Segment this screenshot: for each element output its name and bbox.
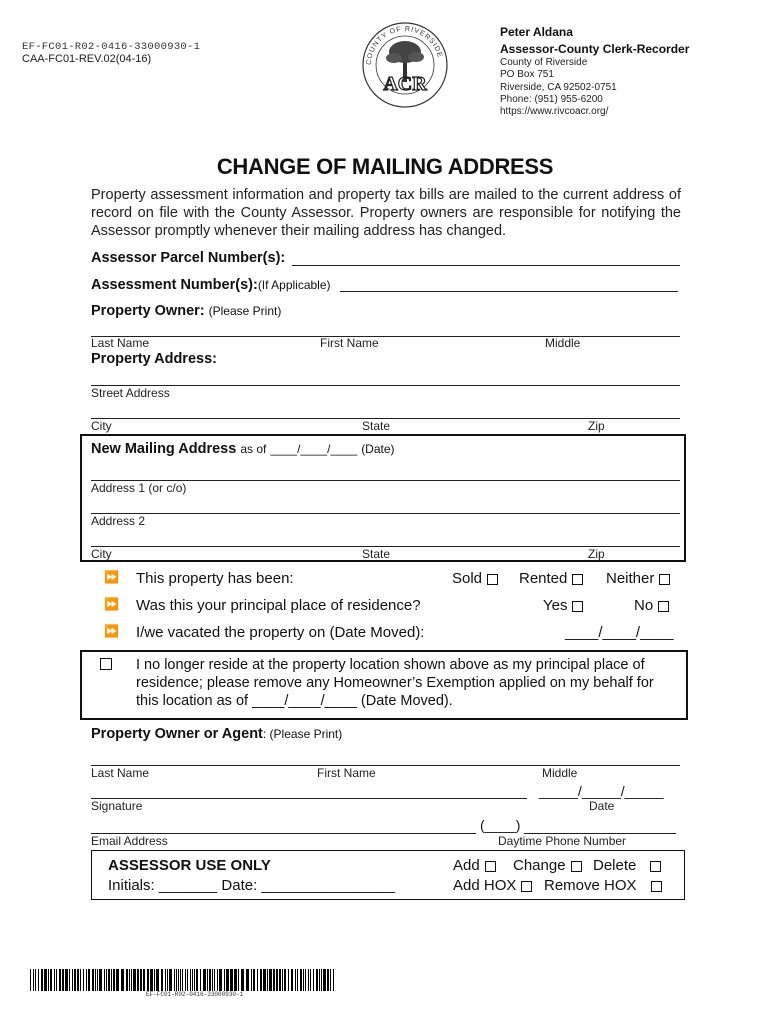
barcode-bar [30,969,31,991]
barcode-bar [241,969,244,991]
sold-option[interactable] [452,570,498,587]
barcode-bar [267,969,268,991]
barcode-bar [185,969,186,991]
address-line: County of Riverside [500,57,588,68]
change-label: Change [513,857,566,874]
property-street-field[interactable] [91,385,680,386]
officer-title: Assessor-County Clerk-Recorder [500,42,690,56]
form-code: CAA-FC01-REV.02(04-16) [22,53,152,65]
question-date-moved: I/we vacated the property on (Date Moved): [136,624,425,641]
barcode-bar [165,969,166,991]
barcode-bar [154,969,155,991]
barcode-bar [300,969,302,991]
barcode-bar [310,969,311,991]
barcode-bar [167,969,168,991]
barcode-bar [126,969,128,991]
address-line: Phone: (951) 955-6200 [500,93,603,105]
new-mailing-date-field[interactable]: ____/____/____ [270,442,358,456]
bullet-arrow-icon: ⏩ [104,597,119,611]
assessment-field[interactable] [340,291,678,292]
remove-hox-option[interactable] [544,877,662,894]
barcode-bar [80,969,81,991]
barcode-bar [140,969,142,991]
barcode-bar [209,969,211,991]
agent-note: : (Please Print) [262,727,343,741]
property-zip-label: Zip [588,419,605,433]
barcode-bar [288,969,289,991]
barcode-bar [269,969,272,991]
assessor-initials-date: Initials: _______ Date: ________________ [108,877,395,894]
barcode-bar [217,969,218,991]
exemption-checkbox[interactable] [100,658,112,670]
barcode-bar [77,969,79,991]
apn-field[interactable] [292,265,680,266]
barcode-bar [86,969,87,991]
barcode-bar [212,969,213,991]
barcode-bar [333,969,334,991]
barcode-bar [174,969,175,991]
agent-label-group [91,726,342,742]
barcode-bar [41,969,43,991]
assessment-note: (If Applicable) [257,278,331,292]
barcode-bar [214,969,215,991]
barcode-bar [106,969,107,991]
owner-label-group [91,303,281,319]
signature-label: Signature [91,799,143,813]
address-line: PO Box 751 [500,69,554,81]
barcode-bar [176,969,177,991]
exemption-line: I no longer reside at the property location shown above as my principal place of [136,657,645,673]
barcode-bar [196,969,198,991]
barcode-bar [44,969,47,991]
barcode-bar [224,969,225,991]
barcode-bar [321,969,322,991]
add-hox-option[interactable] [453,877,532,894]
barcode-bar [297,969,298,991]
address-line: Riverside, CA 92502-0751 [500,81,617,93]
owner-middle-label: Middle [545,336,581,350]
barcode-bar [121,969,124,991]
no-label: No [634,597,654,614]
barcode-bar [104,969,105,991]
remove-hox-checkbox[interactable] [651,881,662,892]
phone-label: Daytime Phone Number [498,834,627,848]
barcode-bar [92,969,94,991]
phone-area-code[interactable]: (____) [480,817,521,833]
barcode-bar [279,969,281,991]
county-seal-logo [360,20,450,110]
barcode-bar [276,969,278,991]
barcode-bar [147,969,149,991]
barcode-bar [203,969,206,991]
neither-checkbox[interactable] [659,574,670,585]
barcode-bar [169,969,172,991]
delete-checkbox[interactable] [650,861,661,872]
barcode-bar [308,969,309,991]
add-label: Add [453,857,480,874]
new-mailing-date-note: (Date) [361,442,395,456]
yes-option[interactable] [543,597,583,614]
barcode-bar [230,969,233,991]
barcode-bar [291,969,293,991]
barcode-bar [33,969,34,991]
exemption-line: residence; please remove any Homeowner’s Exemption applied on my behalf for [136,675,654,691]
barcode-bar [192,969,193,991]
yes-checkbox[interactable] [572,601,583,612]
barcode-bar [50,969,52,991]
question-principal-residence: Was this your principal place of residence? [136,597,421,614]
signature-field[interactable] [91,798,527,799]
barcode-bar [200,969,201,991]
rented-option[interactable] [519,570,583,587]
seal-letters: ACR [383,73,427,95]
officer-name: Peter Aldana [500,25,573,39]
barcode-bar [182,969,183,991]
barcode-bar [263,969,266,991]
barcode-bar [273,969,275,991]
barcode-bar [251,969,252,991]
no-option[interactable] [634,597,669,614]
barcode-bar [108,969,110,991]
barcode-bar [129,969,130,991]
address2-label: Address 2 [91,514,146,528]
property-city-label: City [91,419,112,433]
agent-last-label: Last Name [91,766,150,780]
property-state-label: State [362,419,391,433]
rented-checkbox[interactable] [572,574,583,585]
barcode-bar [111,969,112,991]
barcode-bar [69,969,70,991]
sold-label: Sold [452,570,483,587]
barcode-bar [319,969,320,991]
barcode-bar [54,969,55,991]
barcode-bar [56,969,57,991]
new-mailing-label-group [91,441,395,457]
agent-label: Property Owner or Agent [91,726,263,742]
barcode [30,969,336,991]
barcode-bar [187,969,188,991]
agent-first-label: First Name [317,766,376,780]
owner-note: (Please Print) [208,304,282,318]
barcode-bar [253,969,255,991]
sold-checkbox[interactable] [487,574,498,585]
barcode-bar [180,969,181,991]
barcode-bar [303,969,304,991]
signature-date-label: Date [589,799,615,813]
officer-address [500,57,617,118]
delete-option[interactable] [593,857,661,874]
barcode-bar [131,969,132,991]
bullet-arrow-icon: ⏩ [104,570,119,584]
barcode-bar [35,969,36,991]
email-label: Email Address [91,834,168,848]
barcode-bar [284,969,286,991]
barcode-bar [137,969,139,991]
form-id-mono: EF-FC01-R02-0416-33000930-1 [22,41,201,53]
barcode-bar [97,969,98,991]
barcode-bar [305,969,306,991]
barcode-bar [133,969,136,991]
barcode-bar [282,969,283,991]
address2-field[interactable] [91,513,680,514]
signature-date-field[interactable]: _____/_____/_____ [539,783,664,799]
barcode-bar [38,969,39,991]
barcode-bar [257,969,258,991]
barcode-bar [260,969,262,991]
new-state-label: State [362,547,391,561]
rented-label: Rented [519,570,568,587]
barcode-bar [65,969,68,991]
new-mailing-asof: as of [240,442,267,456]
delete-label: Delete [593,857,637,874]
question-property-status: This property has been: [136,570,294,587]
owner-first-label: First Name [320,336,379,350]
barcode-bar [161,969,163,991]
barcode-bar [238,969,239,991]
barcode-bar [74,969,76,991]
no-checkbox[interactable] [658,601,669,612]
new-mailing-label: New Mailing Address [91,441,237,457]
apn-label: Assessor Parcel Number(s): [91,250,286,266]
barcode-bar [295,969,296,991]
owner-last-label: Last Name [91,336,150,350]
barcode-bar [95,969,96,991]
yes-label: Yes [543,597,568,614]
website-link[interactable]: https://www.rivcoacr.org/ [500,106,609,118]
barcode-text: EF-FC01-R02-0416-33000930-1 [146,991,244,998]
change-option[interactable] [513,857,582,874]
change-checkbox[interactable] [571,861,582,872]
exemption-text [136,656,654,710]
agent-name-field[interactable] [91,765,680,766]
barcode-bar [83,969,84,991]
page-title: CHANGE OF MAILING ADDRESS [216,154,554,179]
date-moved-field[interactable]: ____/____/____ [565,624,674,641]
barcode-bar [234,969,237,991]
barcode-bar [313,969,314,991]
barcode-bar [113,969,115,991]
barcode-bar [99,969,102,991]
barcode-bar [143,969,145,991]
assessor-use-title: ASSESSOR USE ONLY [108,857,271,874]
bullet-arrow-icon: ⏩ [104,624,119,638]
neither-option[interactable] [606,570,670,587]
add-hox-label: Add HOX [453,877,517,894]
barcode-bar [327,969,329,991]
exemption-line: this location as of ____/____/____ (Date Moved). [136,693,453,709]
barcode-bar [156,969,159,991]
owner-label: Property Owner: [91,303,205,319]
new-city-label: City [91,547,112,561]
barcode-bar [316,969,318,991]
property-street-label: Street Address [91,386,170,400]
barcode-bar [62,969,64,991]
barcode-bar [190,969,191,991]
owner-name-field[interactable] [91,336,680,337]
add-hox-checkbox[interactable] [521,881,532,892]
remove-hox-label: Remove HOX [544,877,637,894]
barcode-bar [246,969,249,991]
barcode-bar [88,969,90,991]
intro-paragraph: Property assessment information and property tax bills are mailed to the current address of record on file with the County Assessor. Property owners are responsible for notifying the Assessor promptly whenever their mailing address has changed. [91,187,681,239]
barcode-bar [59,969,61,991]
barcode-bar [330,969,331,991]
add-checkbox[interactable] [485,861,496,872]
barcode-bar [150,969,153,991]
barcode-bar [48,969,49,991]
new-zip-label: Zip [588,547,605,561]
seal-ring-text: COUNTY OF RIVERSIDE [365,25,444,66]
barcode-bar [72,969,73,991]
barcode-bar [116,969,119,991]
add-option[interactable] [453,857,496,874]
barcode-bar [226,969,229,991]
property-address-label: Property Address: [91,351,217,367]
neither-label: Neither [606,570,655,587]
barcode-bar [323,969,326,991]
barcode-bar [178,969,179,991]
address1-label: Address 1 (or c/o) [91,481,187,495]
agent-middle-label: Middle [542,766,578,780]
barcode-bar [194,969,195,991]
barcode-bar [207,969,208,991]
assessment-label-group [91,277,331,293]
assessment-label: Assessment Number(s): [91,277,258,293]
barcode-bar [219,969,222,991]
